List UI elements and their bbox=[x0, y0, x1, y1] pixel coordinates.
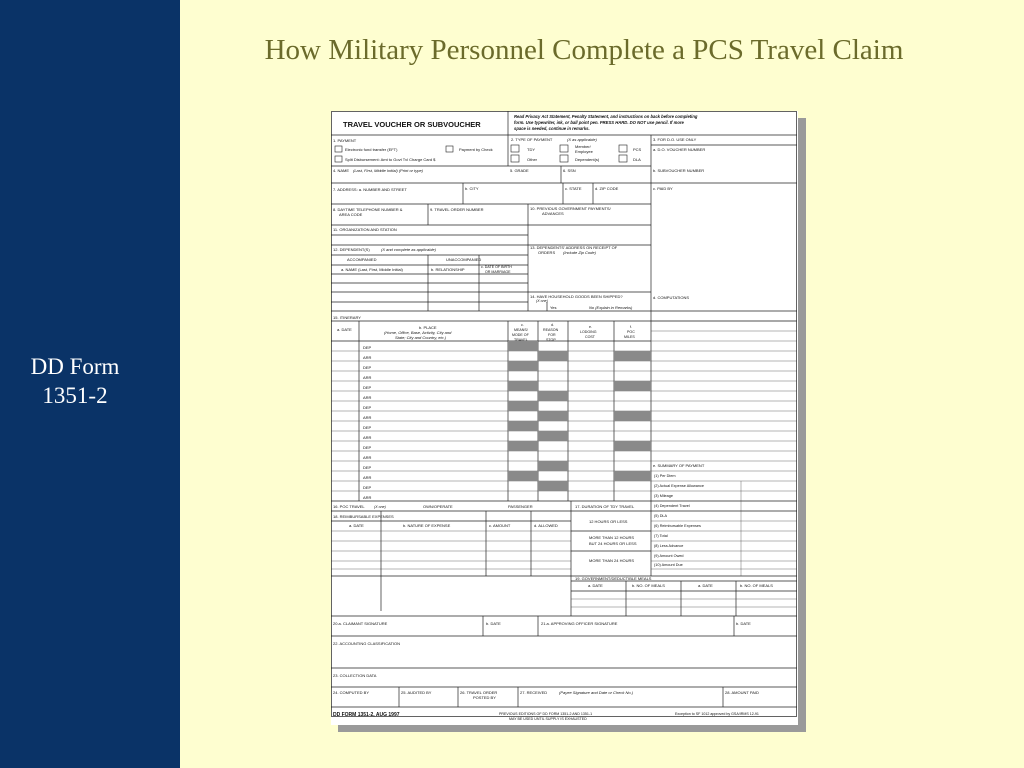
payment-label: 1. PAYMENT bbox=[333, 138, 357, 143]
dependents-note: (X and complete as applicable) bbox=[381, 247, 436, 252]
itinerary-row-label: DEP bbox=[363, 445, 372, 450]
dependents-address-note: (Include Zip Code) bbox=[563, 250, 596, 255]
zip-label: d. ZIP CODE bbox=[595, 186, 619, 191]
other-label: Other bbox=[527, 157, 538, 162]
travel-voucher-form-image bbox=[331, 111, 798, 725]
summary-item: (4) Dependent Travel bbox=[654, 504, 690, 508]
itinerary-label: 15. ITINERARY bbox=[333, 315, 361, 320]
previous-payments-label-2: ADVANCES bbox=[542, 211, 564, 216]
tdy-label: TDY bbox=[527, 147, 535, 152]
relationship-header: b. RELATIONSHIP bbox=[431, 267, 465, 272]
slide-title: How Military Personnel Complete a PCS Travel Claim bbox=[264, 34, 904, 66]
itinerary-row-label: DEP bbox=[363, 485, 372, 490]
dependents-address-label-2: ORDERS bbox=[538, 250, 556, 255]
collection-label: 23. COLLECTION DATA bbox=[333, 673, 377, 678]
reason-header-4: STOP bbox=[546, 338, 556, 342]
audited-by-label: 25. AUDITED BY bbox=[401, 690, 432, 695]
dependent-name-header: a. NAME (Last, First, Middle Initial) bbox=[341, 267, 403, 272]
eft-label: Electronic fund transfer (EFT) bbox=[345, 147, 398, 152]
organization-label: 11. ORGANIZATION AND STATION bbox=[333, 227, 397, 232]
no-label: No (Explain in Remarks) bbox=[589, 305, 633, 310]
itinerary-row-label: DEP bbox=[363, 345, 372, 350]
summary-header: e. SUMMARY OF PAYMENT bbox=[653, 463, 705, 468]
meals-date-header-2: a. DATE bbox=[698, 583, 713, 588]
accounting-label: 22. ACCOUNTING CLASSIFICATION bbox=[333, 641, 401, 646]
expense-allowed-header: d. ALLOWED bbox=[534, 523, 558, 528]
claimant-signature-label: 20.a. CLAIMANT SIGNATURE bbox=[333, 621, 388, 626]
expense-date-header: a. DATE bbox=[349, 523, 364, 528]
form-identifier: DD FORM 1351-2, AUG 1997 bbox=[333, 712, 400, 718]
more-than-twelve-line-2: BUT 24 HOURS OR LESS bbox=[589, 541, 637, 546]
reimbursable-label: 18. REIMBURSABLE EXPENSES bbox=[333, 514, 394, 519]
member-label-2: Employee bbox=[575, 149, 593, 154]
summary-item: (10) Amount Due bbox=[654, 563, 683, 567]
dla-label: DLA bbox=[633, 157, 641, 162]
phone-label-2: AREA CODE bbox=[339, 212, 363, 217]
means-header-3: MODE OF bbox=[512, 333, 529, 337]
tdy-duration-label: 17. DURATION OF TDY TRAVEL bbox=[575, 504, 635, 509]
summary-item: (9) Amount Owed bbox=[654, 554, 684, 558]
birth-date-header-1: c. DATE OF BIRTH bbox=[481, 265, 512, 269]
shaded-cells bbox=[508, 341, 651, 491]
summary-items bbox=[654, 474, 704, 567]
received-note: (Payee Signature and Date or Check No.) bbox=[559, 690, 634, 695]
itinerary-place-header-3: State; City and Country, etc.) bbox=[395, 335, 447, 340]
own-operate-label: OWN/OPERATE bbox=[423, 504, 453, 509]
side-label bbox=[0, 352, 150, 410]
reason-header-3: FOR bbox=[548, 333, 556, 337]
itinerary-row-label: ARR bbox=[363, 355, 372, 360]
reason-header-2: REASON bbox=[543, 328, 559, 332]
address-label: 7. ADDRESS: a. NUMBER AND STREET bbox=[333, 187, 407, 192]
itinerary-date-header: a. DATE bbox=[337, 327, 352, 332]
itinerary-row-label: DEP bbox=[363, 405, 372, 410]
claimant-date-label: b. DATE bbox=[486, 621, 501, 626]
means-header-2: MEANS/ bbox=[514, 328, 528, 332]
summary-item: (1) Per Diem bbox=[654, 474, 676, 478]
passenger-label: PASSENGER bbox=[508, 504, 533, 509]
itinerary-row-label: DEP bbox=[363, 385, 372, 390]
expense-amount-header: c. AMOUNT bbox=[489, 523, 511, 528]
dependents-address-label-1: 13. DEPENDENTS' ADDRESS ON RECEIPT OF bbox=[530, 245, 618, 250]
approving-date-label: b. DATE bbox=[736, 621, 751, 626]
lodging-header-3: COST bbox=[585, 335, 595, 339]
meals-count-header-2: b. NO. OF MEALS bbox=[740, 583, 773, 588]
do-use-label: 3. FOR D.O. USE ONLY bbox=[653, 137, 697, 142]
phone-label-1: 8. DAYTIME TELEPHONE NUMBER & bbox=[333, 207, 403, 212]
computed-by-label: 24. COMPUTED BY bbox=[333, 690, 370, 695]
posted-by-label-2: POSTED BY bbox=[473, 695, 496, 700]
ssn-label: 6. SSN bbox=[563, 168, 576, 173]
side-label-line-1: DD Form bbox=[30, 354, 120, 379]
government-meals-label: 19. GOVERNMENT/DEDUCTIBLE MEALS bbox=[575, 576, 652, 581]
yes-label: Yes bbox=[550, 305, 557, 310]
more-than-twelve-line-1: MORE THAN 12 HOURS bbox=[589, 535, 635, 540]
side-label-line-2: 1351-2 bbox=[42, 383, 108, 408]
dependents-label: Dependent(s) bbox=[575, 157, 600, 162]
order-number-label: 9. TRAVEL ORDER NUMBER bbox=[430, 207, 484, 212]
member-label-1: Member/ bbox=[575, 144, 591, 149]
summary-item: (5) DLA bbox=[654, 514, 668, 518]
check-label: Payment by Check bbox=[459, 147, 493, 152]
payment-type-note: (X as applicable) bbox=[567, 137, 597, 142]
name-note: (Last, First, Middle Initial) (Print or type) bbox=[353, 168, 424, 173]
itinerary-row-label: ARR bbox=[363, 475, 372, 480]
reason-header-1: d. bbox=[551, 323, 554, 327]
notice-line-3: space is needed, continue in remarks. bbox=[514, 126, 590, 131]
poc-travel-note: (X one) bbox=[374, 505, 386, 509]
summary-item: (2) Actual Expense Allowance bbox=[654, 484, 705, 488]
summary-item: (7) Total bbox=[654, 534, 668, 538]
computations-label: d. COMPUTATIONS bbox=[653, 295, 690, 300]
means-header-4: TRAVEL bbox=[514, 338, 528, 342]
previous-payments-label-1: 10. PREVIOUS GOVERNMENT PAYMENTS/ bbox=[530, 206, 611, 211]
state-label: c. STATE bbox=[565, 186, 582, 191]
payment-type-label: 2. TYPE OF PAYMENT bbox=[511, 137, 553, 142]
exception-note: Exception to SF 1012 approved by GSA/IRMS 12-91 bbox=[675, 712, 759, 716]
previous-editions-line-2: MAY BE USED UNTIL SUPPLY IS EXHAUSTED bbox=[509, 717, 587, 721]
poc-header-1: f. bbox=[630, 325, 632, 329]
itinerary-row-label: DEP bbox=[363, 425, 372, 430]
paid-by-label: c. PAID BY bbox=[653, 186, 673, 191]
itinerary-place-header-1: b. PLACE bbox=[419, 325, 437, 330]
notice-line-1: Read Privacy Act Statement, Penalty Statement, and instructions on back before completing bbox=[514, 114, 698, 119]
lodging-header-2: LODGING bbox=[580, 330, 597, 334]
itinerary-row-label: ARR bbox=[363, 395, 372, 400]
itinerary-row-label: DEP bbox=[363, 465, 372, 470]
grade-label: 5. GRADE bbox=[510, 168, 529, 173]
itinerary-row-label: ARR bbox=[363, 455, 372, 460]
form-title: TRAVEL VOUCHER OR SUBVOUCHER bbox=[343, 120, 481, 129]
itinerary-row-label: ARR bbox=[363, 375, 372, 380]
summary-item: (6) Reimbursable Expenses bbox=[654, 524, 701, 528]
city-label: b. CITY bbox=[465, 186, 479, 191]
itinerary-row-label: ARR bbox=[363, 435, 372, 440]
means-header-1: c. bbox=[521, 323, 524, 327]
household-goods-label: 14. HAVE HOUSEHOLD GOODS BEEN SHIPPED? bbox=[530, 294, 623, 299]
itinerary-row-label: ARR bbox=[363, 495, 372, 500]
household-goods-note: (X one) bbox=[536, 299, 548, 303]
unaccompanied-label: UNACCOMPANIED bbox=[446, 257, 482, 262]
pcs-label: PCS bbox=[633, 147, 642, 152]
subvoucher-label: b. SUBVOUCHER NUMBER bbox=[653, 168, 705, 173]
amount-paid-label: 28. AMOUNT PAID bbox=[725, 690, 759, 695]
name-label: 4. NAME bbox=[333, 168, 350, 173]
dependents-header: 12. DEPENDENT(S) bbox=[333, 247, 370, 252]
expense-nature-header: b. NATURE OF EXPENSE bbox=[403, 523, 451, 528]
summary-item: (3) Mileage bbox=[654, 494, 673, 498]
previous-editions-line-1: PREVIOUS EDITIONS OF DD FORM 1351-2 AND 1351-1 bbox=[499, 712, 593, 716]
itinerary-row-labels bbox=[363, 345, 372, 500]
received-label: 27. RECEIVED bbox=[520, 690, 548, 695]
notice-line-2: form. Use typewriter, ink, or ball point pen. PRESS HARD. DO NOT use pencil. If more bbox=[514, 120, 684, 125]
itinerary-row-label: ARR bbox=[363, 415, 372, 420]
split-label: Split Disbursement: Amt to Govt Tvl Charge Card $ bbox=[345, 157, 436, 162]
meals-count-header-1: b. NO. OF MEALS bbox=[632, 583, 665, 588]
poc-travel-label: 16. POC TRAVEL bbox=[333, 504, 365, 509]
approving-officer-label: 21.a. APPROVING OFFICER SIGNATURE bbox=[541, 621, 618, 626]
birth-date-header-2: OR MARRIAGE bbox=[485, 270, 511, 274]
itinerary-row-label: DEP bbox=[363, 365, 372, 370]
accompanied-label: ACCOMPANIED bbox=[347, 257, 377, 262]
poc-header-2: POC bbox=[627, 330, 635, 334]
summary-item: (8) Less Advance bbox=[654, 544, 684, 548]
lodging-header-1: e. bbox=[589, 325, 592, 329]
more-than-twentyfour: MORE THAN 24 HOURS bbox=[589, 558, 635, 563]
meals-date-header-1: a. DATE bbox=[588, 583, 603, 588]
posted-by-label-1: 26. TRAVEL ORDER bbox=[460, 690, 498, 695]
poc-header-3: MILES bbox=[624, 335, 635, 339]
do-voucher-label: a. D.O. VOUCHER NUMBER bbox=[653, 147, 706, 152]
twelve-hours-or-less: 12 HOURS OR LESS bbox=[589, 519, 628, 524]
itinerary-place-header-2: (Home, Office, Base, Activity, City and bbox=[384, 330, 452, 335]
form-canvas bbox=[331, 111, 798, 725]
